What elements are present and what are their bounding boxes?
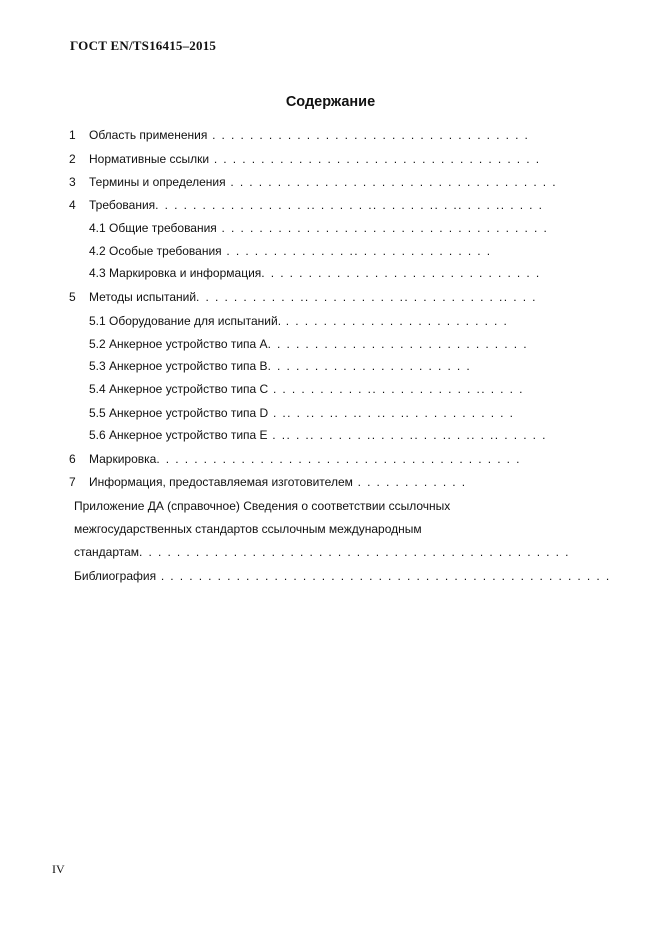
toc-entry-title: 5.5 Анкерное устройство типа D <box>89 406 269 420</box>
toc-number: 1 <box>69 128 76 142</box>
toc-subentry[interactable] <box>89 244 492 258</box>
toc-entry-title: Маркировка <box>89 452 157 466</box>
toc-subentry[interactable] <box>89 428 547 442</box>
toc-title: Содержание <box>285 94 376 110</box>
toc-entry-title: Нормативные ссылки <box>89 152 210 166</box>
toc-entry-title: Информация, предоставляемая изготовителем <box>89 475 353 489</box>
toc-leader-dots: . .. . .. . .. . .. . .. . .. . . . . . . . . . . . <box>268 406 515 420</box>
toc-leader-dots: . . . . . . . . . . . . . . . . . . . . . . <box>267 359 472 373</box>
toc-entry[interactable] <box>89 175 557 189</box>
toc-entry-title: Требования <box>89 198 156 212</box>
toc-entry[interactable] <box>89 475 467 489</box>
toc-entry-title: 5.3 Анкерное устройство типа В <box>89 359 268 373</box>
toc-leader-dots: . . . . . . . . . . . . . . . . . . . . . . . . . . . . <box>267 337 528 351</box>
toc-entry[interactable] <box>89 198 543 212</box>
toc-leader-dots: . . . . . . . . . . . . . . . . . . . . . . . . <box>281 314 509 328</box>
toc-leader-dots: . . . . . . . . . . . . . . . . . . . . . . . . . . . . . . . . . . . <box>225 175 558 189</box>
toc-leader-dots: . . . . . . . . . . . .. . . . . . . . . . .. . . . . . . . . . .. . . . <box>196 290 537 304</box>
toc-number: 7 <box>69 475 76 489</box>
toc-leader-dots: . . . . . . . . . . . . . . . . . . . . . . . . . . . . . . <box>261 266 541 280</box>
toc-subentry[interactable] <box>89 359 471 373</box>
toc-leader-dots: . .. . .. . . . . . .. . . . .. . . .. . .. . .. . . . . . <box>267 428 547 442</box>
toc-leader-dots: . . . . . . . . . . . . . . . . .. . . . . . .. . . . . . .. . .. . . . .. . . . . <box>155 198 544 212</box>
toc-entry-title: 5.2 Анкерное устройство типа А <box>89 337 268 351</box>
toc-entry-title: 5.1 Оборудование для испытаний. <box>89 314 282 328</box>
toc-entry-title: 5.4 Анкерное устройство типа С <box>89 382 269 396</box>
toc-number: 2 <box>69 152 76 166</box>
toc-entry-title: Методы испытаний <box>89 290 197 304</box>
toc-entry-title: 4.3 Маркировка и информация <box>89 266 262 280</box>
toc-entry[interactable] <box>89 452 521 466</box>
toc-subentry[interactable] <box>89 406 514 420</box>
toc-subentry[interactable] <box>89 314 508 328</box>
toc-entry-title: 4.1 Общие требования <box>89 221 217 235</box>
toc-number: 6 <box>69 452 76 466</box>
toc-entry[interactable] <box>89 128 529 142</box>
toc-leader-dots: . . . . . . . . . . . . <box>352 475 467 489</box>
page-number: IV <box>52 862 65 876</box>
toc-entry-title: Область применения <box>89 128 208 142</box>
toc-leader-dots: . . . . . . . . . . . . . . . . . . . . . . . . . . . . . . . . . . <box>207 128 530 142</box>
toc-bibliography[interactable] <box>74 569 611 583</box>
toc-appendix-line[interactable]: Приложение ДА (справочное) Сведения о соответствии ссылочных <box>74 499 451 513</box>
document-code: ГОСТ EN/TS16415–2015 <box>70 38 217 53</box>
toc-subentry[interactable] <box>89 266 541 280</box>
toc-leader-dots: . . . . . . . . . . . . . . . . . . . . . . . . . . . . . . . . . . . . . . . . . . . . . . . . <box>156 569 611 583</box>
toc-entry-title: стандартам <box>74 545 140 559</box>
toc-entry-title: Библиография <box>74 569 157 583</box>
toc-leader-dots: . . . . . . . . . . .. . . . . . . . . . . .. . . . . <box>268 382 524 396</box>
toc-leader-dots: . . . . . . . . . . . . . .. . . . . . . . . . . . . . . <box>221 244 492 258</box>
toc-entry-title: 4.2 Особые требования <box>89 244 222 258</box>
toc-number: 4 <box>69 198 76 212</box>
toc-leader-dots: . . . . . . . . . . . . . . . . . . . . . . . . . . . . . . . . . . . . . . . . . . . . . . <box>139 545 570 559</box>
toc-entry-title: 5.6 Анкерное устройство типа Е <box>89 428 268 442</box>
toc-leader-dots: . . . . . . . . . . . . . . . . . . . . . . . . . . . . . . . . . . . <box>216 221 549 235</box>
toc-subentry[interactable] <box>89 337 528 351</box>
toc-number: 5 <box>69 290 76 304</box>
toc-appendix-line[interactable] <box>74 545 570 559</box>
toc-number: 3 <box>69 175 76 189</box>
toc-entry[interactable] <box>89 152 540 166</box>
toc-appendix-line[interactable]: межгосударственных стандартов ссылочным международным <box>74 522 422 536</box>
toc-entry[interactable] <box>89 290 537 304</box>
toc-leader-dots: . . . . . . . . . . . . . . . . . . . . . . . . . . . . . . . . . . . <box>209 152 541 166</box>
toc-subentry[interactable] <box>89 221 548 235</box>
toc-subentry[interactable] <box>89 382 524 396</box>
toc-entry-title: Термины и определения <box>89 175 226 189</box>
toc-leader-dots: . . . . . . . . . . . . . . . . . . . . . . . . . . . . . . . . . . . . . . . <box>156 452 521 466</box>
